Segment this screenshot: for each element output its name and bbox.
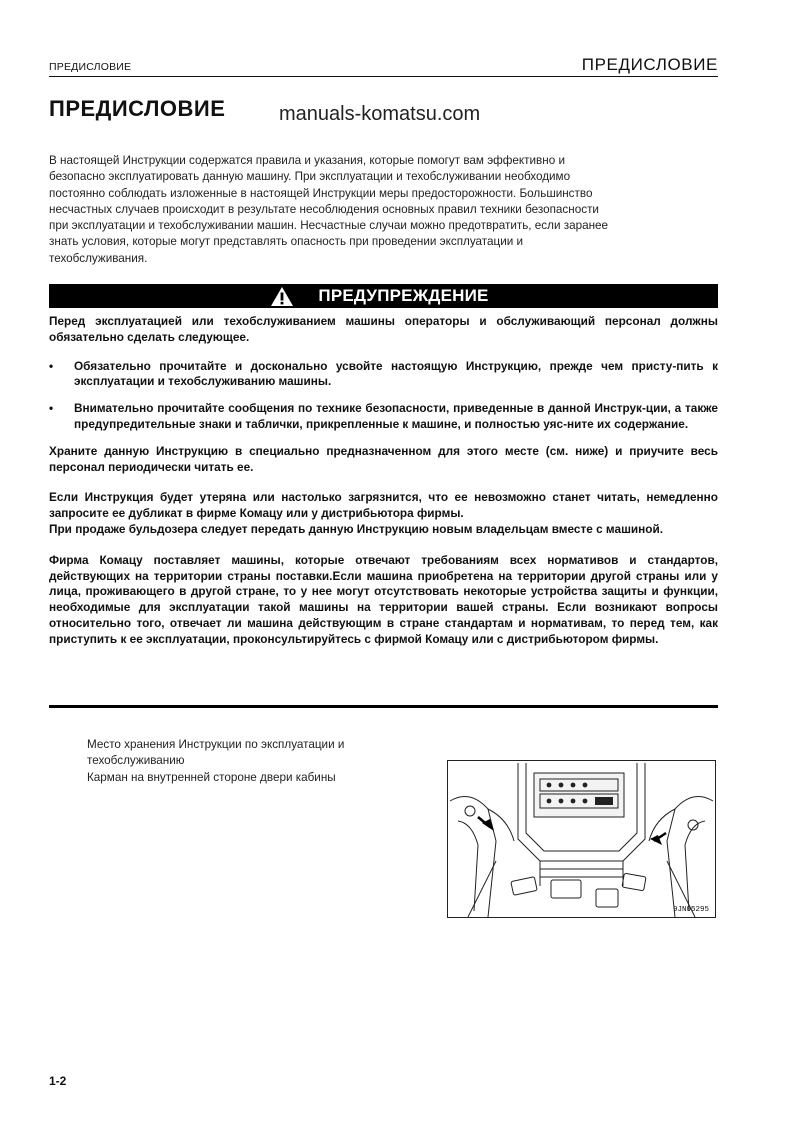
warning-store-paragraph: Храните данную Инструкцию в специально предназначенном для этого месте (см. ниже) и приучите весь персонал периодически читать ее. xyxy=(49,443,718,474)
intro-line: безопасно эксплуатировать данную машину. При эксплуатации и техобслуживании необходимо xyxy=(49,170,571,184)
intro-line: при эксплуатации и техобслуживании машин. Несчастные случаи можно предотвратить, если заранее xyxy=(49,219,609,233)
page-number: 1-2 xyxy=(49,1074,67,1088)
running-header-right: ПРЕДИСЛОВИЕ xyxy=(581,55,718,74)
storage-location-text xyxy=(87,737,427,786)
warning-bullet-text: Обязательно прочитайте и досконально усвойте настоящую Инструкцию, прежде чем присту-пить к эксплуатации и техобслуживанию машины. xyxy=(74,358,718,389)
warning-lost-paragraph: Если Инструкция будет утеряна или настолько загрязнится, что ее невозможно станет читать, немедленно запросите ее дубликат в фирме Комацу или у дистрибьютора фирмы. xyxy=(49,490,718,521)
warning-sale-paragraph: При продаже бульдозера следует передать данную Инструкцию новым владельцам вместе с машиной. xyxy=(49,521,664,536)
figure-code: 9JN05295 xyxy=(672,906,709,914)
website-watermark: manuals-komatsu.com xyxy=(279,103,481,125)
storage-line: Место хранения Инструкции по эксплуатации и xyxy=(87,738,345,751)
warning-body xyxy=(49,314,718,648)
warning-triangle-icon xyxy=(270,286,294,307)
page-title: ПРЕДИСЛОВИЕ xyxy=(49,96,226,121)
intro-line: знать условия, которые могут представлять опасность при проведении эксплуатации и xyxy=(49,235,524,249)
running-header-left: ПРЕДИСЛОВИЕ xyxy=(49,61,132,73)
storage-line: техобслуживанию xyxy=(87,754,185,768)
intro-line: несчастных случаев происходит в результате несоблюдения основных правил техники безопасности xyxy=(49,202,599,216)
intro-line: В настоящей Инструкции содержатся правила и указания, которые помогут вам эффективно и xyxy=(49,154,565,167)
warning-title: ПРЕДУПРЕЖДЕНИЕ xyxy=(318,286,489,305)
intro-line: постоянно соблюдать изложенные в настоящей Инструкции меры предосторожности. Большинство xyxy=(49,186,593,200)
bullet-dot-icon: • xyxy=(49,358,54,373)
header-divider xyxy=(49,76,718,77)
warning-komatsu-paragraph: Фирма Комацу поставляет машины, которые отвечают требованиям всех нормативов и стандартов, действующих на территории страны поставки.Если машина приобретена на территории другой страны или у лица, проживающего в другой стране, то у нее могут отсутствовать некоторые устройства защиты и функции, необходимые для эксплуатации такой машины на территории вашей страны. Если возникают вопросы относительно того, отвечает ли машина действующим в стране стандартам и нормативам, то перед тем, как приступить к ее эксплуатации, проконсультируйтесь с фирмой Комацу или с дистрибьютором фирмы. xyxy=(49,552,718,646)
bullet-dot-icon: • xyxy=(49,401,54,416)
cab-interior-drawing xyxy=(448,761,715,917)
warning-lead: Перед эксплуатацией или техобслуживанием машины операторы и обслуживающий персонал должны обязательно сделать следующее. xyxy=(49,314,718,344)
storage-line: Карман на внутренней стороне двери кабины xyxy=(87,770,336,784)
warning-bullet xyxy=(49,401,718,433)
warning-bullet-text: Внимательно прочитайте сообщения по технике безопасности, приведенные в данной Инструк-ции, а также предупредительные знаки и таблички, прикрепленные к машине, и полностью уяс-ните их содержание. xyxy=(74,401,718,431)
intro-line: техобслуживания. xyxy=(49,251,148,265)
cab-illustration xyxy=(447,760,716,918)
intro-paragraph xyxy=(49,153,718,267)
warning-bullet xyxy=(49,359,718,391)
warning-banner xyxy=(49,284,718,308)
warning-bottom-rule xyxy=(49,705,718,708)
warning-bullet-list xyxy=(49,359,718,433)
